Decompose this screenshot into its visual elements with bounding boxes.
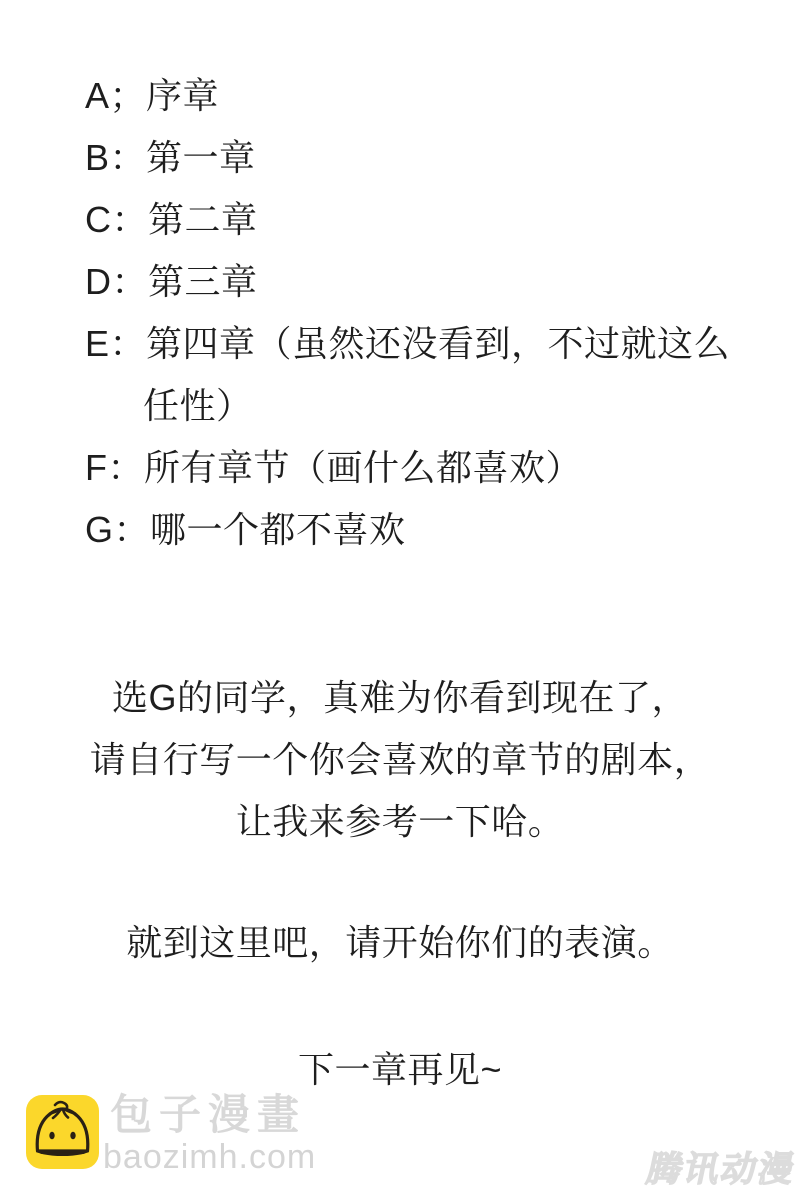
option-b: B：第一章 <box>85 137 256 178</box>
closing-paragraph <box>0 912 800 974</box>
baozi-bun-icon <box>26 1095 99 1169</box>
note-for-g-line-3: 让我来参考一下哈。 <box>235 801 565 842</box>
baozimh-site-name-watermark: 包子漫畫 <box>110 1091 307 1138</box>
option-f: F：所有章节（画什么都喜欢） <box>85 447 582 488</box>
note-for-g-line-1: 选G的同学，真难为你看到现在了， <box>111 677 688 718</box>
note-for-g-paragraph <box>0 667 800 853</box>
option-e: E：第四章（虽然还没看到，不过就这么任性） <box>85 323 731 426</box>
option-g: G：哪一个都不喜欢 <box>85 509 406 550</box>
farewell-line: 下一章再见~ <box>297 1049 503 1090</box>
baozimh-site-url-watermark: baozimh.com <box>103 1138 317 1176</box>
tencent-comics-watermark: 腾讯动漫 <box>643 1150 800 1189</box>
option-a: A；序章 <box>85 75 220 116</box>
option-c: C：第二章 <box>85 199 258 240</box>
closing-line: 就到这里吧，请开始你们的表演。 <box>126 922 674 963</box>
chapter-options-list <box>85 65 735 561</box>
option-d: D：第三章 <box>85 261 258 302</box>
note-for-g-line-2: 请自行写一个你会喜欢的章节的剧本， <box>89 739 711 780</box>
